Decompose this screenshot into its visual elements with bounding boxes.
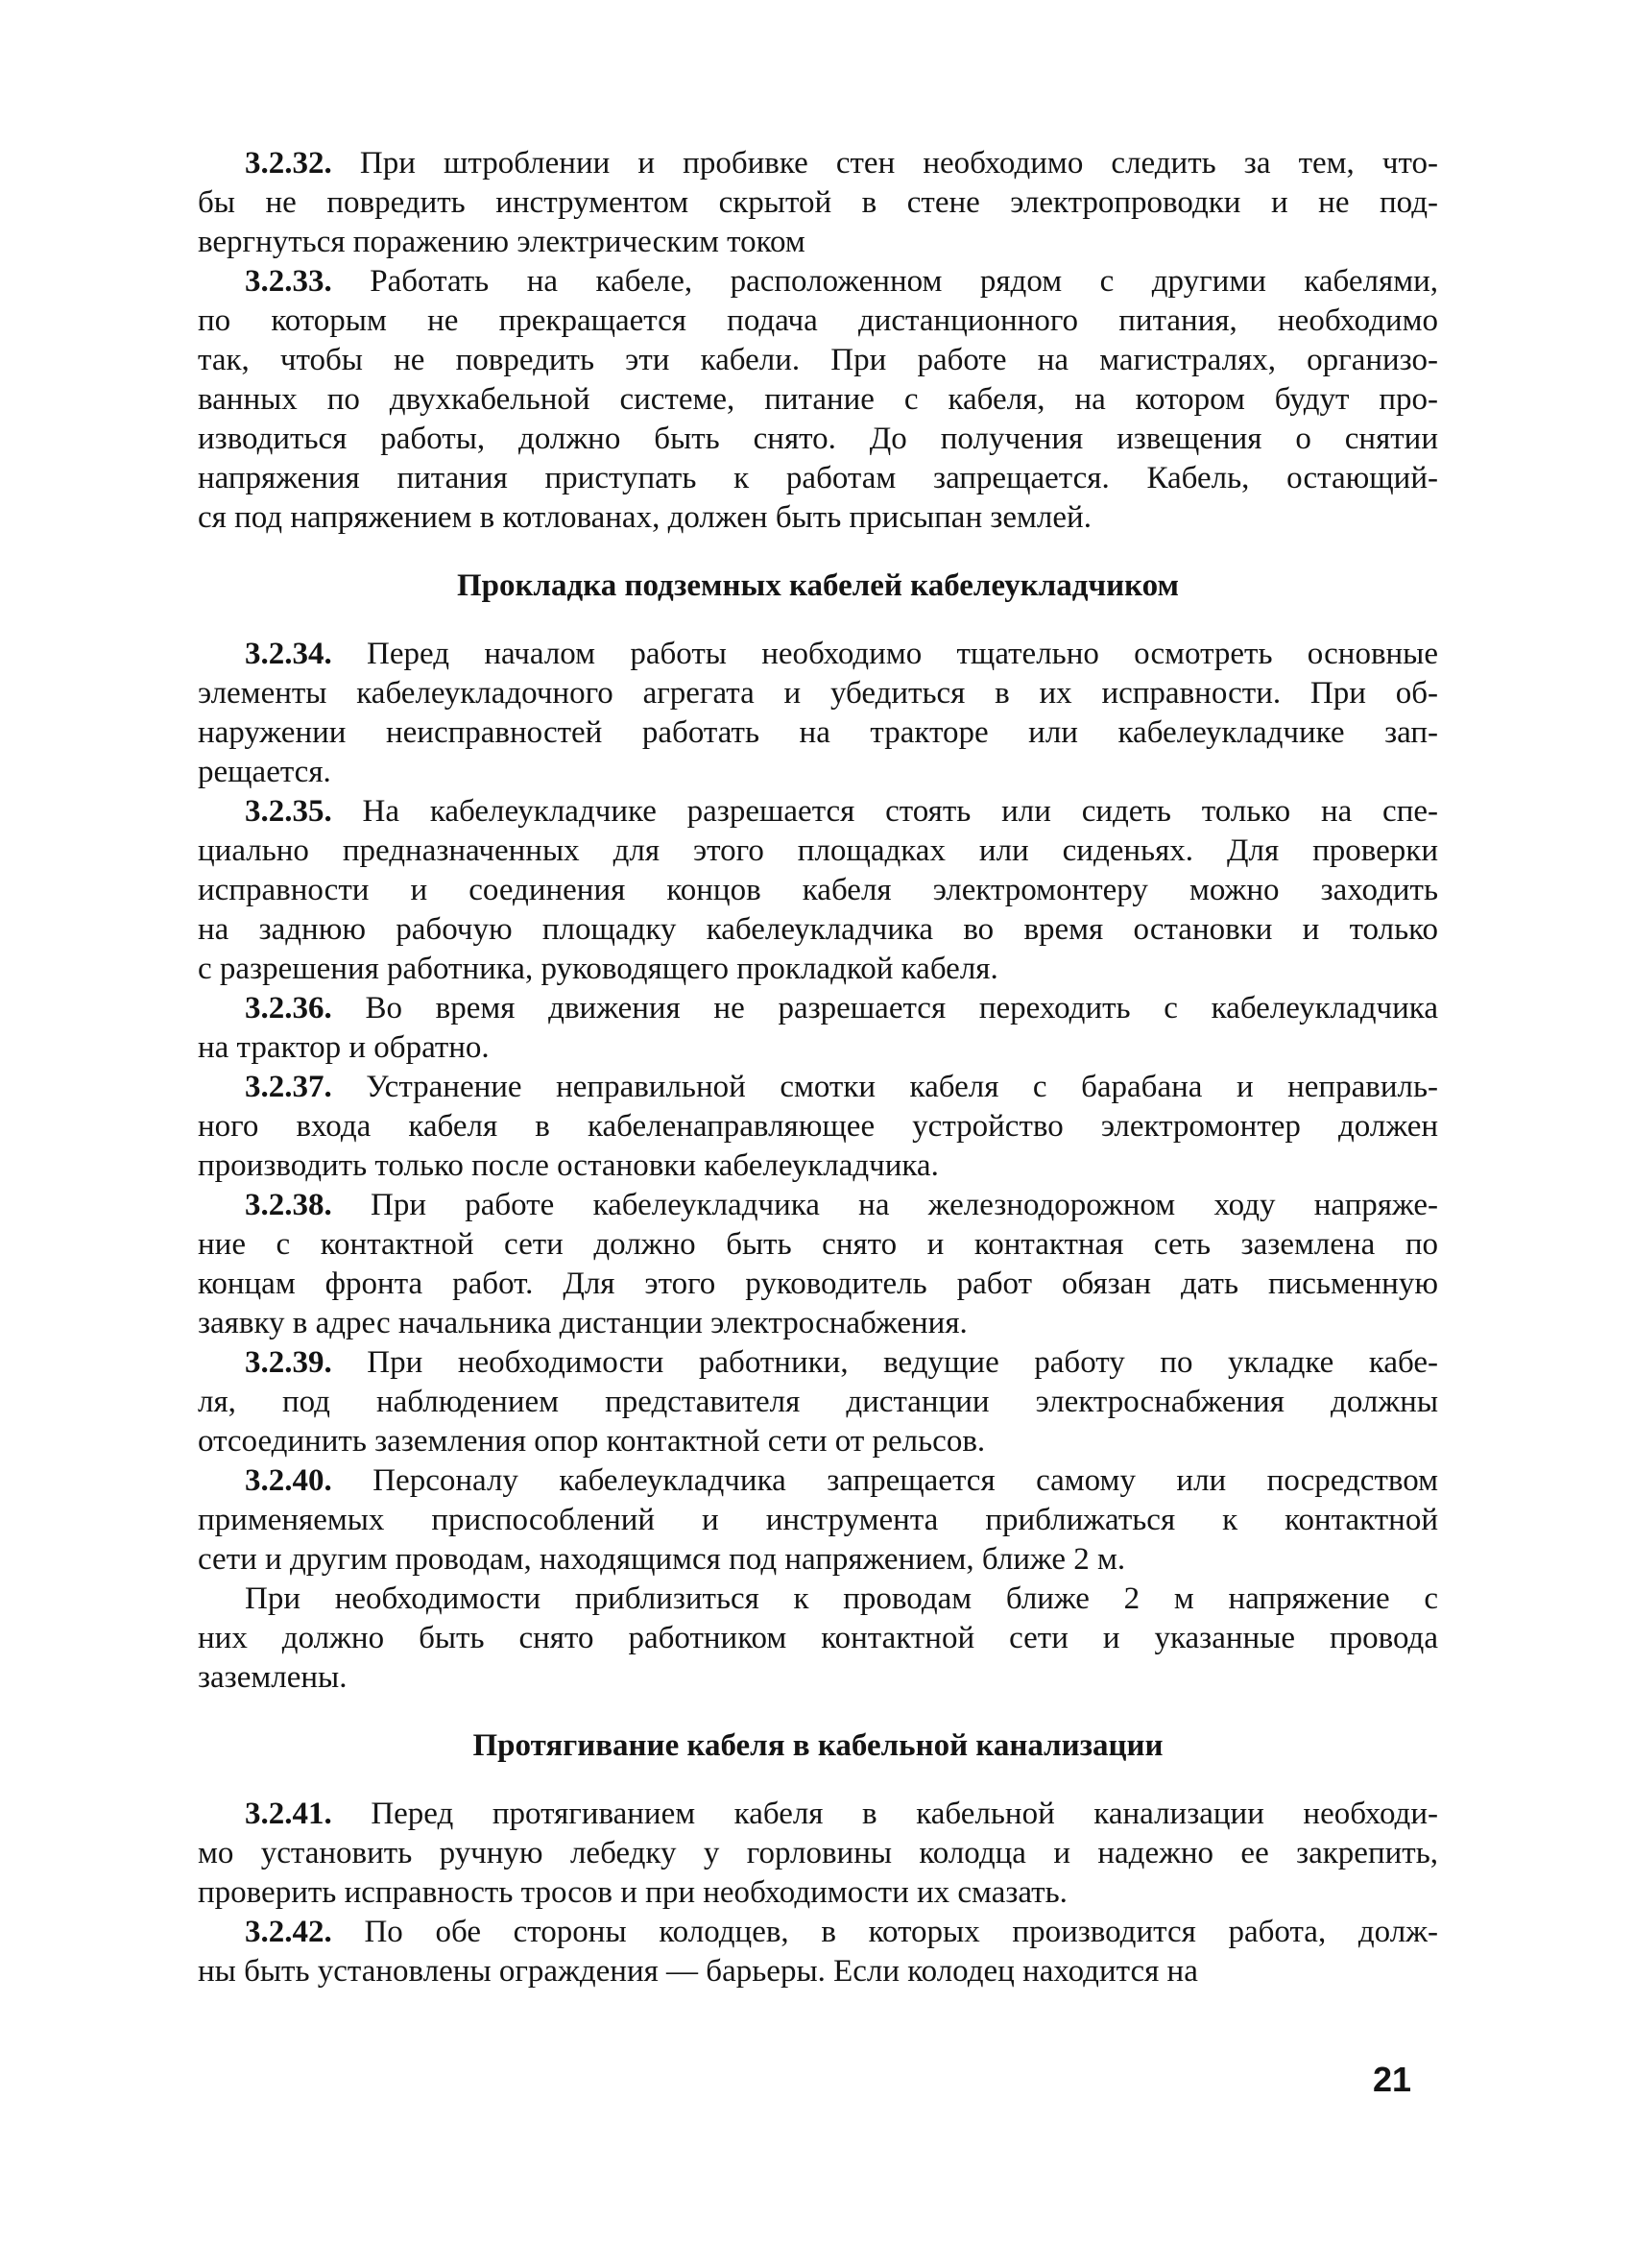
text-line	[198, 420, 1438, 459]
line-text: них должно быть снято работником контактной сети и указанные провода	[198, 1621, 1438, 1655]
text-line	[198, 713, 1438, 753]
text-line	[198, 1658, 1438, 1698]
text-line	[198, 341, 1438, 380]
line-text: Устранение неправильной смотки кабеля с барабана и неправиль-	[331, 1070, 1438, 1104]
line-text: производить только после остановки кабелеукладчика.	[198, 1148, 939, 1183]
line-text: концам фронта работ. Для этого руководитель работ обязан дать письменную	[198, 1267, 1438, 1301]
text-line	[198, 1028, 1438, 1068]
line-text: исправности и соединения концов кабеля электромонтеру можно заходить	[198, 873, 1438, 907]
line-text: применяемых приспособлений и инструмента приближаться к контактной	[198, 1503, 1438, 1537]
section-top	[198, 144, 1438, 538]
section-heading-cable-layer: Прокладка подземных кабелей кабелеукладчиком	[456, 568, 1180, 603]
text-line	[198, 832, 1438, 871]
text-line	[198, 1343, 1438, 1383]
text-line	[198, 1873, 1438, 1913]
text-line	[198, 674, 1438, 713]
text-line	[198, 183, 1438, 223]
line-text: ся под напряжением в котлованах, должен быть присыпан землей.	[198, 500, 1092, 535]
line-text: Во время движения не разрешается переходить с кабелеукладчика	[331, 991, 1438, 1025]
text-line	[198, 302, 1438, 341]
line-text: ние с контактной сети должно быть снято и контактная сеть заземлена по	[198, 1227, 1438, 1262]
text-line	[198, 223, 1438, 262]
line-text: на трактор и обратно.	[198, 1030, 490, 1065]
text-line	[198, 1107, 1438, 1146]
paragraph-p3235	[198, 792, 1438, 989]
line-text: наружении неисправностей работать на тракторе или кабелеукладчике зап-	[198, 715, 1438, 750]
line-text: При необходимости приблизиться к проводам ближе 2 м напряжение с	[245, 1581, 1438, 1616]
text-line	[198, 1265, 1438, 1304]
text-line	[198, 1304, 1438, 1343]
text-line	[198, 989, 1438, 1028]
text-line	[198, 380, 1438, 420]
line-text: с разрешения работника, руководящего прокладкой кабеля.	[198, 952, 998, 986]
line-text: вергнуться поражению электрическим током	[198, 225, 805, 259]
text-line	[198, 871, 1438, 910]
text-line	[198, 1501, 1438, 1540]
paragraph-p3237	[198, 1068, 1438, 1186]
text-line	[198, 950, 1438, 989]
text-line	[198, 498, 1438, 538]
text-line	[198, 459, 1438, 498]
clause-number: 3.2.41.	[245, 1797, 332, 1831]
text-line	[198, 1540, 1438, 1580]
section-mid	[198, 635, 1438, 1698]
text-line	[198, 1383, 1438, 1422]
line-text: ны быть установлены ограждения — барьеры. Если колодец находится на	[198, 1954, 1198, 1989]
text-line	[198, 1952, 1438, 1991]
clause-number: 3.2.39.	[245, 1345, 332, 1380]
paragraph-p3233	[198, 262, 1438, 538]
text-line	[198, 910, 1438, 950]
text-line	[198, 1146, 1438, 1186]
paragraph-p3240b	[198, 1580, 1438, 1698]
paragraph-p3236	[198, 989, 1438, 1068]
document-page	[198, 144, 1438, 1991]
line-text: ного входа кабеля в кабеленаправляющее устройство электромонтер должен	[198, 1109, 1438, 1144]
line-text: При необходимости работники, ведущие работу по укладке кабе-	[331, 1345, 1438, 1380]
clause-number: 3.2.37.	[245, 1070, 332, 1104]
text-line	[198, 792, 1438, 832]
text-line	[198, 1225, 1438, 1265]
line-text: По обе стороны колодцев, в которых производится работа, долж-	[331, 1915, 1438, 1949]
clause-number: 3.2.32.	[245, 146, 332, 181]
paragraph-p3241	[198, 1795, 1438, 1913]
clause-number: 3.2.40.	[245, 1463, 332, 1498]
paragraph-p3240	[198, 1461, 1438, 1580]
section-heading-cable-ducts: Протягивание кабеля в кабельной канализации	[472, 1728, 1164, 1763]
clause-number: 3.2.34.	[245, 637, 332, 671]
line-text: бы не повредить инструментом скрытой в стене электропроводки и не под-	[198, 185, 1438, 220]
paragraph-p3232	[198, 144, 1438, 262]
text-line	[198, 262, 1438, 302]
text-line	[198, 635, 1438, 674]
text-line	[198, 1913, 1438, 1952]
line-text: проверить исправность тросов и при необходимости их смазать.	[198, 1875, 1068, 1910]
clause-number: 3.2.42.	[245, 1915, 332, 1949]
line-text: напряжения питания приступать к работам запрещается. Кабель, остающий-	[198, 461, 1438, 495]
line-text: на заднюю рабочую площадку кабелеукладчика во время остановки и только	[198, 912, 1438, 947]
line-text: изводиться работы, должно быть снято. До получения извещения о снятии	[198, 422, 1438, 456]
clause-number: 3.2.36.	[245, 991, 332, 1025]
clause-number: 3.2.38.	[245, 1188, 332, 1222]
line-text: ля, под наблюдением представителя дистанции электроснабжения должны	[198, 1385, 1438, 1419]
line-text: Перед протягиванием кабеля в кабельной канализации необходи-	[331, 1797, 1438, 1831]
line-text: по которым не прекращается подача дистанционного питания, необходимо	[198, 303, 1438, 338]
clause-number: 3.2.33.	[245, 264, 332, 299]
text-line	[198, 1619, 1438, 1658]
clause-number: 3.2.35.	[245, 794, 332, 829]
text-line	[198, 1795, 1438, 1834]
line-text: Персоналу кабелеукладчика запрещается самому или посредством	[331, 1463, 1438, 1498]
text-line	[198, 1068, 1438, 1107]
line-text: ванных по двухкабельной системе, питание с кабеля, на котором будут про-	[198, 382, 1438, 417]
text-line	[198, 1461, 1438, 1501]
line-text: Перед началом работы необходимо тщательно осмотреть основные	[331, 637, 1438, 671]
paragraph-p3238	[198, 1186, 1438, 1343]
line-text: отсоединить заземления опор контактной сети от рельсов.	[198, 1424, 986, 1459]
text-line	[198, 1834, 1438, 1873]
line-text: рещается.	[198, 755, 331, 789]
line-text: циально предназначенных для этого площадках или сиденьях. Для проверки	[198, 833, 1438, 868]
paragraph-p3242	[198, 1913, 1438, 1991]
line-text: мо установить ручную лебедку у горловины колодца и надежно ее закрепить,	[198, 1836, 1438, 1870]
line-text: При работе кабелеукладчика на железнодорожном ходу напряже-	[331, 1188, 1438, 1222]
line-text: При штроблении и пробивке стен необходимо следить за тем, что-	[331, 146, 1438, 181]
line-text: сети и другим проводам, находящимся под напряжением, ближе 2 м.	[198, 1542, 1126, 1577]
paragraph-p3239	[198, 1343, 1438, 1461]
line-text: Работать на кабеле, расположенном рядом с другими кабелями,	[331, 264, 1438, 299]
line-text: На кабелеукладчике разрешается стоять или сидеть только на спе-	[331, 794, 1438, 829]
text-line	[198, 753, 1438, 792]
paragraph-p3234	[198, 635, 1438, 792]
text-line	[198, 144, 1438, 183]
text-line	[198, 1422, 1438, 1461]
line-text: элементы кабелеукладочного агрегата и убедиться в их исправности. При об-	[198, 676, 1438, 711]
section-bottom	[198, 1795, 1438, 1991]
page-number: 21	[1373, 2060, 1412, 2099]
text-line	[198, 1580, 1438, 1619]
line-text: так, чтобы не повредить эти кабели. При работе на магистралях, организо-	[198, 343, 1438, 377]
line-text: заявку в адрес начальника дистанции электроснабжения.	[198, 1306, 968, 1340]
text-line	[198, 1186, 1438, 1225]
line-text: заземлены.	[198, 1660, 348, 1695]
